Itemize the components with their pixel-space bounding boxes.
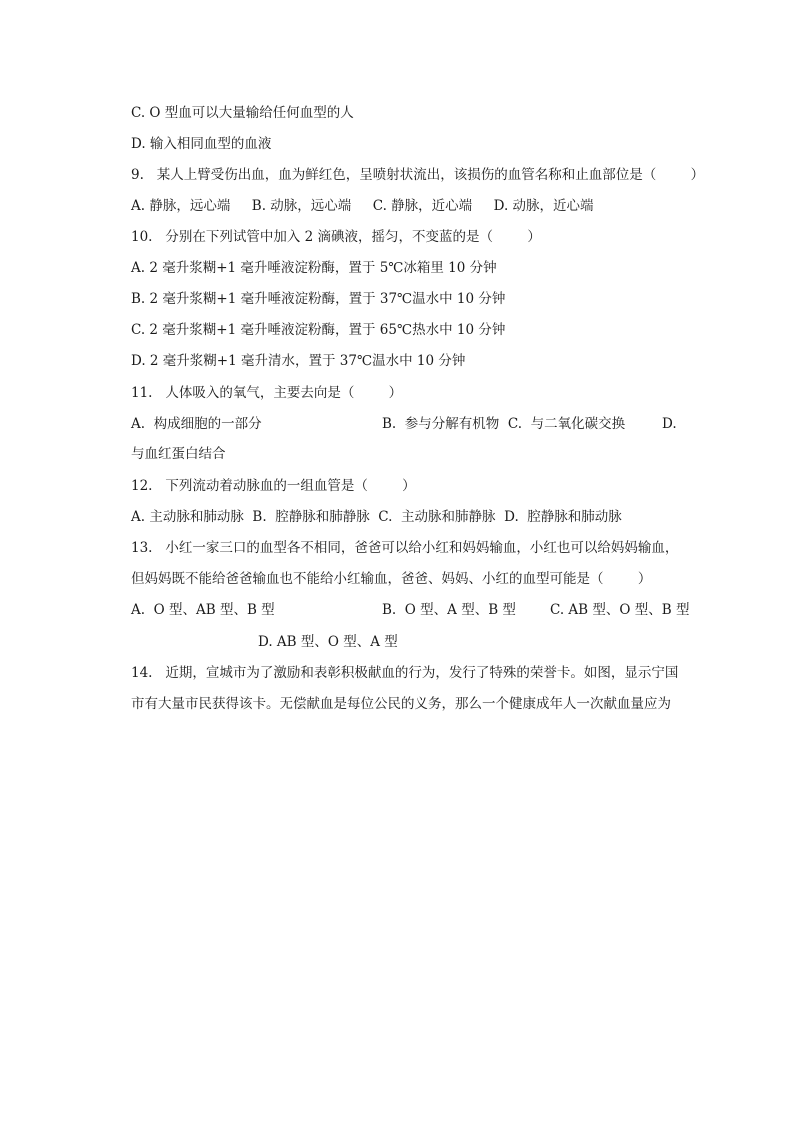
question-10-option-b: B. 2 毫升浆糊+1 毫升唾液淀粉酶，置于 37℃温水中 10 分钟 xyxy=(131,291,506,307)
question-11-option-a: A. 构成细胞的一部分 xyxy=(131,416,262,432)
question-10: 10. 分别在下列试管中加入 2 滴碘液，摇匀，不变蓝的是（ ） xyxy=(131,229,541,245)
question-10-option-c: C. 2 毫升浆糊+1 毫升唾液淀粉酶，置于 65℃热水中 10 分钟 xyxy=(131,322,506,338)
question-14-line-2: 市有大量市民获得该卡。无偿献血是每位公民的义务，那么一个健康成年人一次献血量应为 xyxy=(131,696,671,712)
question-12: 12. 下列流动着动脉血的一组血管是（ ） xyxy=(131,478,416,494)
question-9-options: A. 静脉，远心端 B. 动脉，远心端 C. 静脉，近心端 D. 动脉，近心端 xyxy=(131,198,594,214)
question-13-line-2: 但妈妈既不能给爸爸输血也不能给小红输血，爸爸、妈妈、小红的血型可能是（ ） xyxy=(131,571,652,587)
question-11: 11. 人体吸入的氧气，主要去向是（ ） xyxy=(131,385,403,401)
question-14-line-1: 14. 近期，宣城市为了激励和表彰积极献血的行为，发行了特殊的荣誉卡。如图，显示宁国 xyxy=(131,665,679,681)
question-10-option-d: D. 2 毫升浆糊+1 毫升清水，置于 37℃温水中 10 分钟 xyxy=(131,353,466,369)
question-13-option-a: A. O 型、AB 型、B 型 xyxy=(131,602,275,618)
question-13-option-b: B. O 型、A 型、B 型 xyxy=(382,602,516,618)
question-11-option-d-text: 与血红蛋白结合 xyxy=(131,446,226,462)
question-13-option-c: C. AB 型、O 型、B 型 xyxy=(550,602,690,618)
option-d-q8: D. 输入相同血型的血液 xyxy=(131,136,272,152)
question-13-line-1: 13. 小红一家三口的血型各不相同，爸爸可以给小红和妈妈输血，小红也可以给妈妈输血， xyxy=(131,540,679,556)
question-10-option-a: A. 2 毫升浆糊+1 毫升唾液淀粉酶，置于 5℃冰箱里 10 分钟 xyxy=(131,260,497,276)
question-13-option-d: D. AB 型、O 型、A 型 xyxy=(258,634,398,650)
question-11-options-bc: B. 参与分解有机物 C. 与二氧化碳交换 xyxy=(382,416,626,432)
question-11-option-d-label: D. xyxy=(662,416,677,432)
option-c-q8: C. O 型血可以大量输给任何血型的人 xyxy=(131,105,354,121)
question-12-options: A. 主动脉和肺动脉 B. 腔静脉和肺静脉 C. 主动脉和肺静脉 D. 腔静脉和肺动脉 xyxy=(131,509,622,525)
question-9: 9. 某人上臂受伤出血，血为鲜红色，呈喷射状流出，该损伤的血管名称和止血部位是（ ） xyxy=(131,167,705,183)
